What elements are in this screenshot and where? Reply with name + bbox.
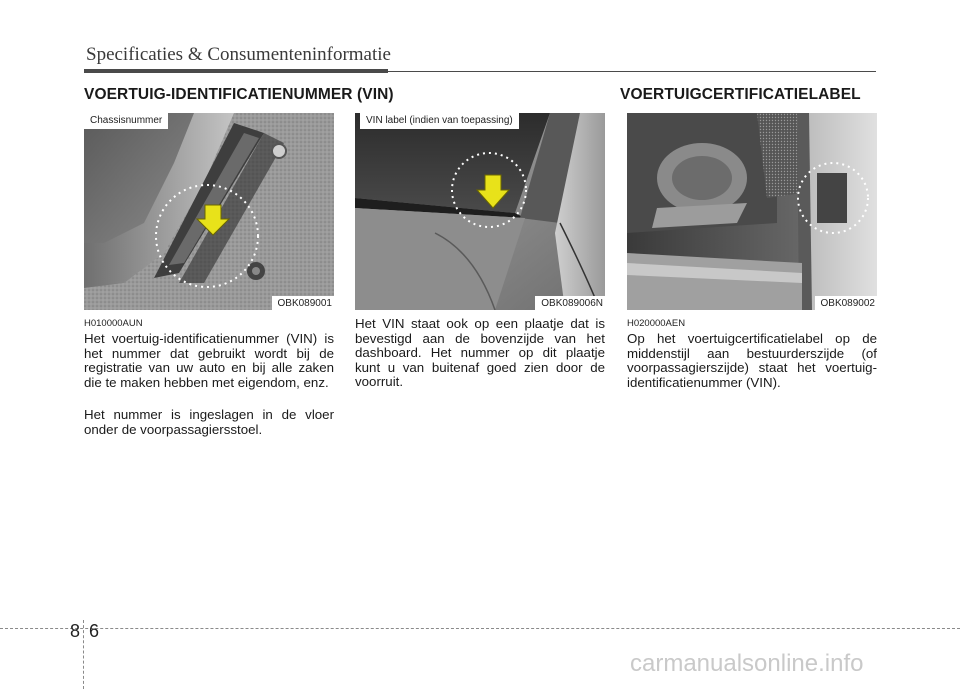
watermark: carmanualsonline.info: [630, 650, 864, 677]
header-rule: [84, 69, 388, 73]
reference-code: H010000AUN: [84, 318, 143, 329]
photo-tag-chassis: Chassisnummer: [84, 113, 168, 129]
photo-tag-vin-label: VIN label (indien van toepassing): [360, 113, 519, 129]
footer-divider: [83, 620, 84, 689]
page-number: 6: [89, 621, 100, 641]
footer-rule: [0, 628, 960, 629]
photo-code: OBK089006N: [535, 296, 605, 310]
section-title-vin: VOERTUIG-IDENTIFICATIENUMMER (VIN): [84, 86, 394, 103]
photo-chassis-number: [84, 113, 334, 310]
photo-certificate-label: [627, 113, 877, 310]
photo-code: OBK089002: [815, 296, 878, 310]
paragraph-vin-description: Het voertuig-identificatienummer (VIN) is het nummer dat gebruikt wordt bij de registratie van uw auto en bij alle zaken die te maken hebben met eigendom, enz.: [84, 331, 334, 390]
photo-code: OBK089001: [272, 296, 335, 310]
page-header-title: Specificaties & Consumenteninformatie: [86, 44, 391, 65]
chapter-number: 8: [70, 621, 81, 641]
photo-vin-label: [355, 113, 605, 310]
reference-code: H020000AEN: [627, 318, 686, 329]
header-rule-thin: [388, 71, 876, 72]
section-title-certificate-label: VOERTUIGCERTIFICATIELABEL: [620, 86, 861, 103]
paragraph-vin-plate: Het VIN staat ook op een plaatje dat is bevestigd aan de bovenzijde van het dashboard. Het nummer op dit plaatje kunt u van buitenaf goed zien door de voorruit.: [355, 316, 605, 390]
paragraph-vin-location: Het nummer is ingeslagen in de vloer onder de voorpassagiersstoel.: [84, 407, 334, 437]
paragraph-certificate-label: Op het voertuigcertificatielabel op de middenstijl aan bestuurderszijde (of voorpassagierszijde) staat het voertuig-identificatienummer (VIN).: [627, 331, 877, 390]
